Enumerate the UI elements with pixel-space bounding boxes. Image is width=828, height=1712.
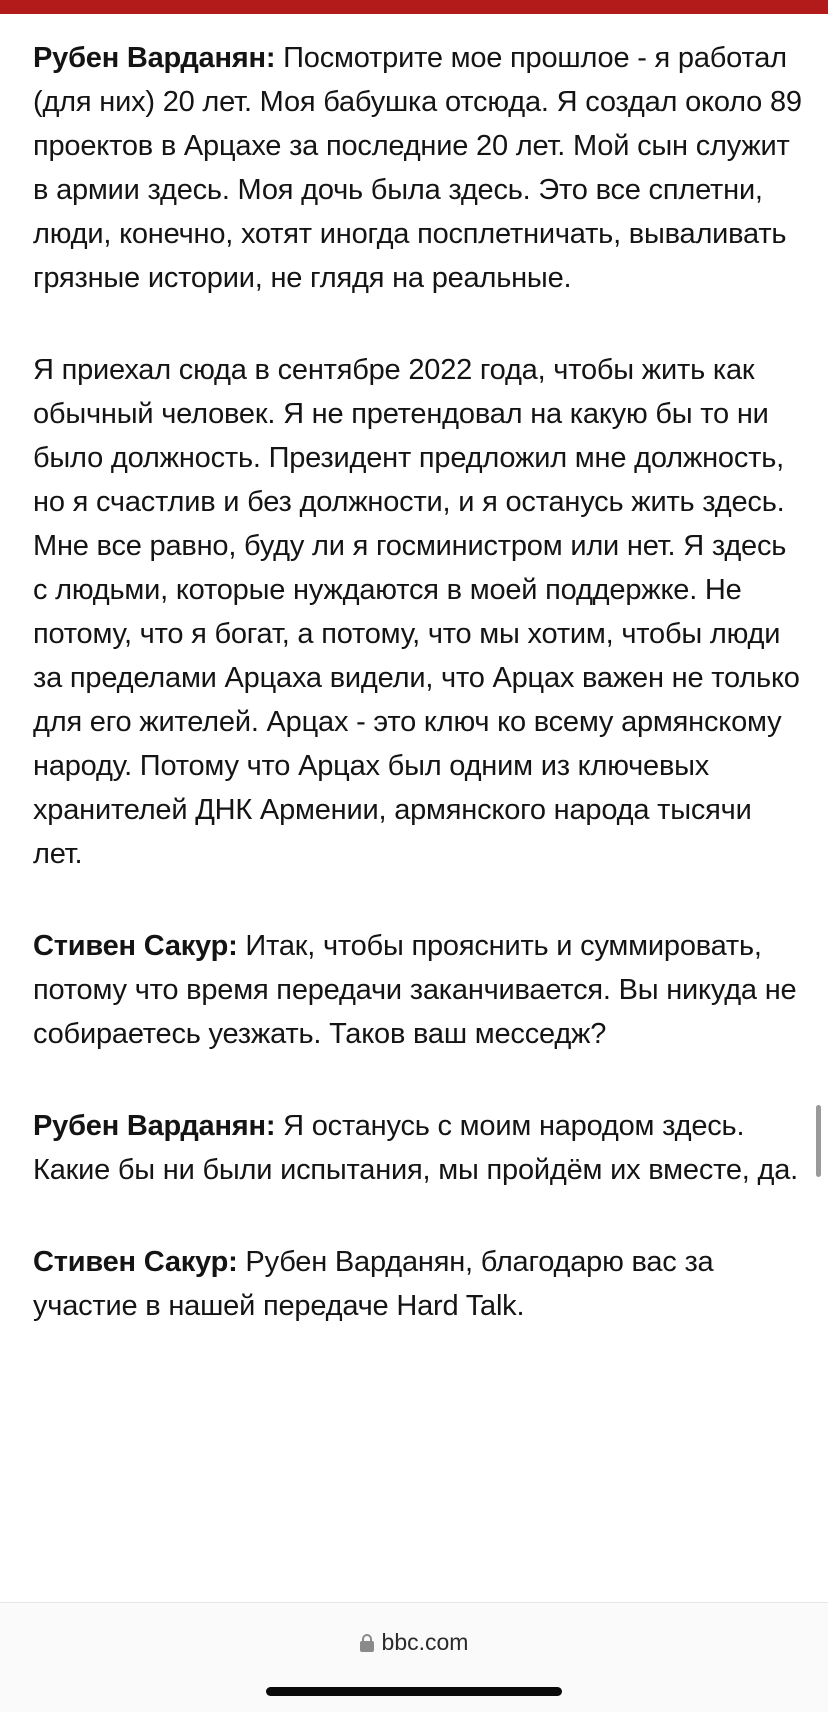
paragraph-text: Посмотрите мое прошлое - я работал (для них) 20 лет. Моя бабушка отсюда. Я создал около 89 проектов в Арцахе за последние 20 лет. Мой сын служит в армии здесь. Моя дочь была здесь. Это все сплетни, люди, конечно, хотят иногда посплетничать, вываливать грязные истории, не глядя на реальные. bbox=[33, 42, 802, 294]
speaker-name: Рубен Варданян: bbox=[33, 42, 276, 74]
home-indicator[interactable] bbox=[266, 1687, 562, 1696]
article-paragraph bbox=[33, 36, 803, 300]
speaker-name: Рубен Варданян: bbox=[33, 1110, 276, 1142]
speaker-name: Стивен Сакур: bbox=[33, 930, 238, 962]
lock-icon bbox=[360, 1634, 374, 1652]
address-domain: bbc.com bbox=[381, 1629, 469, 1655]
article-paragraph bbox=[33, 924, 803, 1056]
bbc-brand-bar bbox=[0, 0, 828, 14]
article-paragraph bbox=[33, 1104, 803, 1192]
address-bar[interactable] bbox=[0, 1629, 828, 1656]
paragraph-text: Я останусь с моим народом здесь. Какие бы ни были испытания, мы пройдём их вместе, да. bbox=[33, 1110, 799, 1186]
paragraph-text: Рубен Варданян, благодарю вас за участие в нашей передаче Hard Talk. bbox=[33, 1246, 714, 1322]
article-body bbox=[33, 36, 803, 1376]
paragraph-text: Итак, чтобы прояснить и суммировать, потому что время передачи заканчивается. Вы никуда не собираетесь уезжать. Таков ваш месседж? bbox=[33, 930, 797, 1050]
paragraph-text: Я приехал сюда в сентябре 2022 года, чтобы жить как обычный человек. Я не претендовал на какую бы то ни было должность. Президент предложил мне должность, но я счастлив и без должности, и я останусь жить здесь. Мне все равно, буду ли я госминистром или нет. Я здесь с людьми, которые нуждаются в моей поддержке. Не потому, что я богат, а потому, что мы хотим, чтобы люди за пределами Арцаха видели, что Арцах важен не только для его жителей. Арцах - это ключ ко всему армянскому народу. Потому что Арцах был одним из ключевых хранителей ДНК Армении, армянского народа тысячи лет. bbox=[33, 354, 800, 870]
speaker-name: Стивен Сакур: bbox=[33, 1246, 238, 1278]
article-paragraph bbox=[33, 348, 803, 876]
article-paragraph bbox=[33, 1240, 803, 1328]
scrollbar-thumb[interactable] bbox=[816, 1105, 821, 1177]
browser-bottom-bar bbox=[0, 1602, 828, 1712]
